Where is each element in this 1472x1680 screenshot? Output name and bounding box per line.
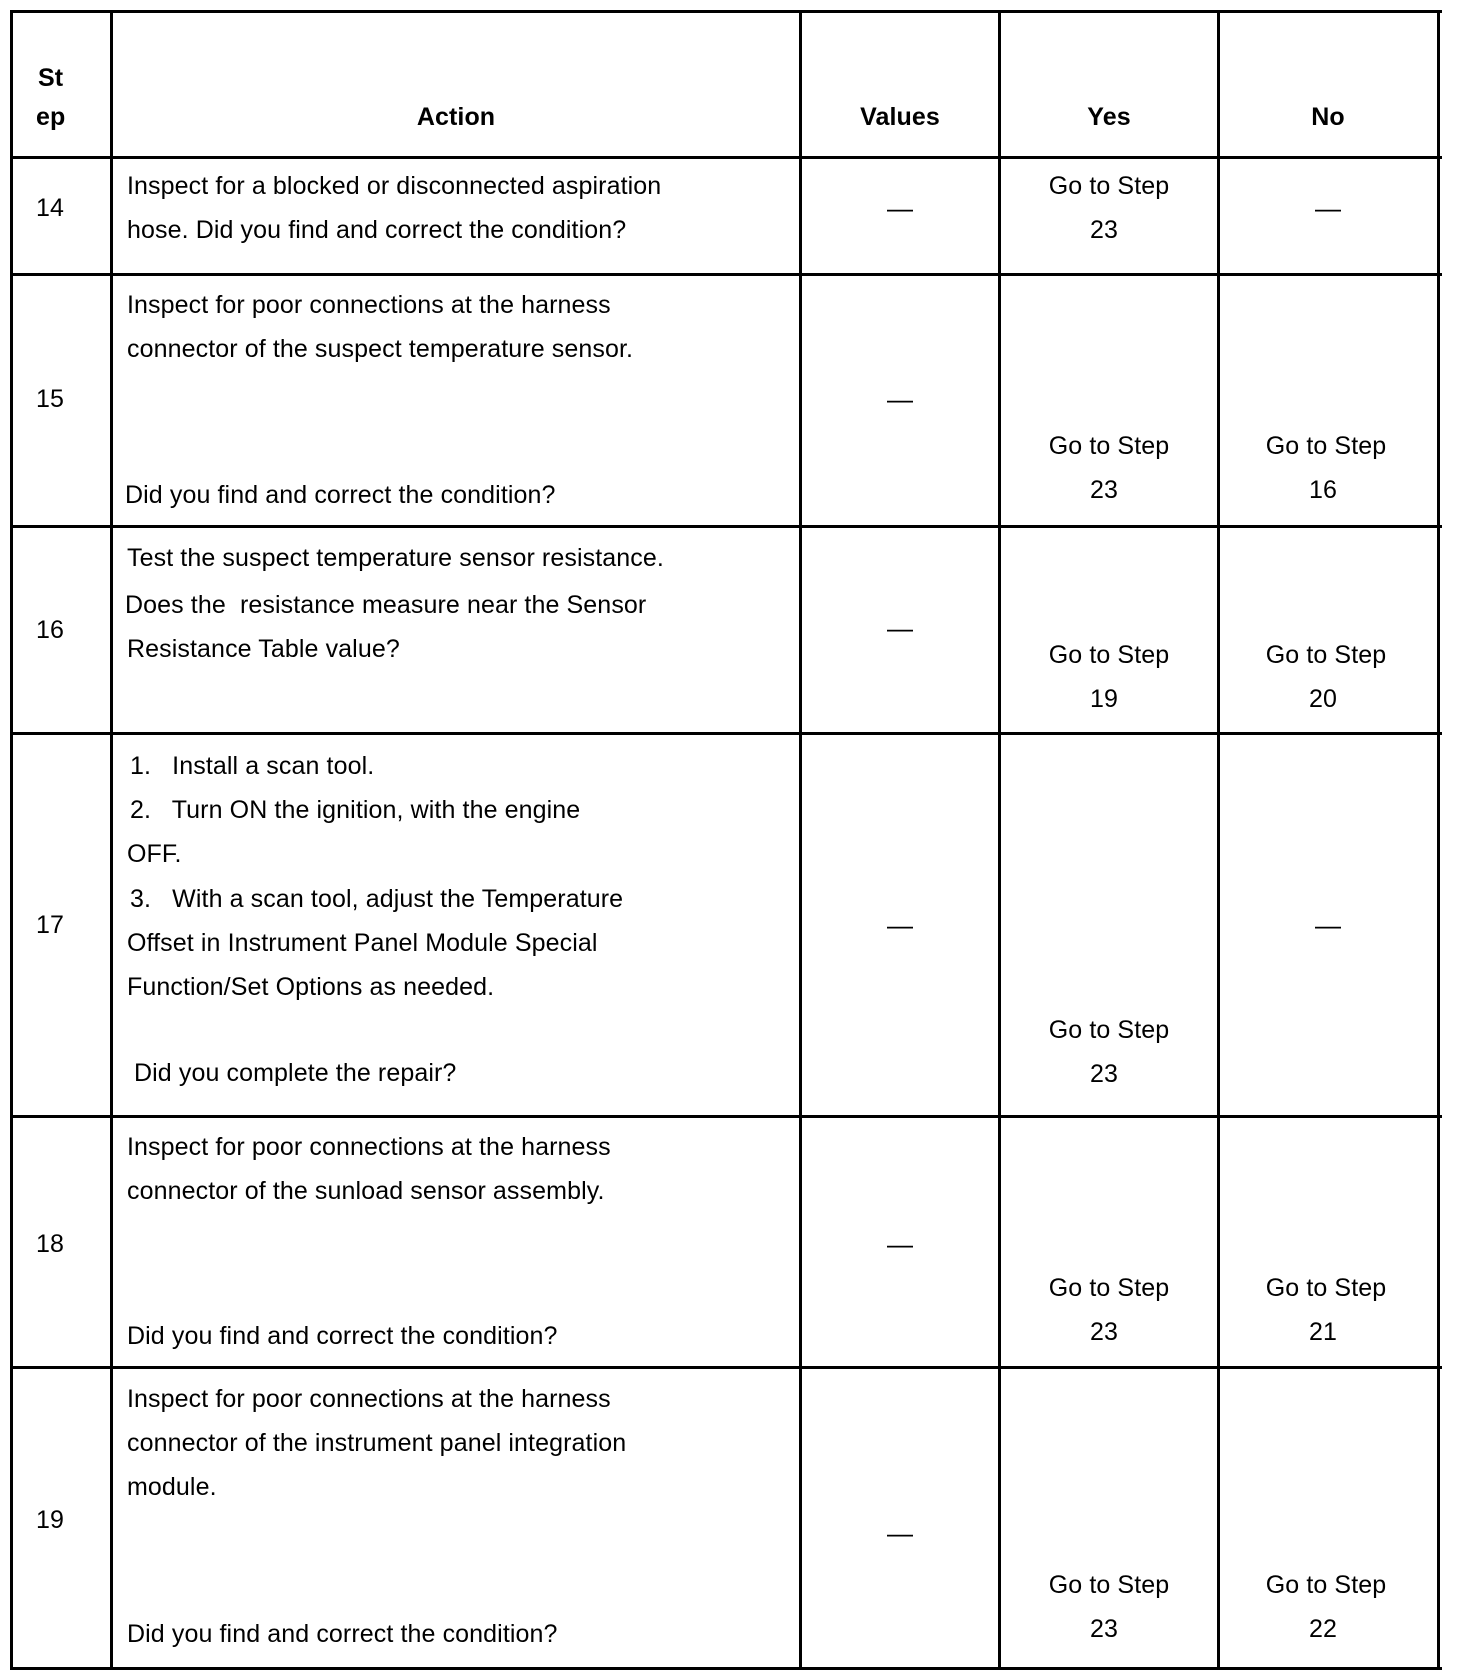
diagnostic-table bbox=[10, 10, 1442, 1670]
value-dash: — bbox=[886, 1229, 914, 1259]
no-cell: Go to Step bbox=[1265, 432, 1387, 460]
action-text: Resistance Table value? bbox=[127, 635, 400, 663]
action-text: OFF. bbox=[127, 840, 182, 868]
action-text: 2. Turn ON the ignition, with the engine bbox=[130, 796, 581, 824]
step-number: 18 bbox=[36, 1230, 65, 1258]
yes-cell: Go to Step bbox=[1048, 641, 1170, 669]
grid-line bbox=[10, 1366, 1442, 1369]
grid-line bbox=[10, 156, 1442, 159]
action-text: Did you find and correct the condition? bbox=[127, 1620, 558, 1648]
action-text: connector of the sunload sensor assembly. bbox=[127, 1177, 605, 1205]
step-number: 15 bbox=[36, 385, 65, 413]
step-number: 16 bbox=[36, 616, 65, 644]
step-number: 19 bbox=[36, 1506, 65, 1534]
action-text: Did you find and correct the condition? bbox=[125, 481, 556, 509]
yes-cell: 19 bbox=[1089, 685, 1118, 713]
no-cell: 20 bbox=[1308, 685, 1337, 713]
yes-cell: Go to Step bbox=[1048, 172, 1170, 200]
yes-cell: Go to Step bbox=[1048, 1571, 1170, 1599]
grid-line bbox=[10, 10, 1442, 13]
no-cell: 21 bbox=[1308, 1318, 1337, 1346]
no-cell: Go to Step bbox=[1265, 1274, 1387, 1302]
value-dash: — bbox=[886, 193, 914, 223]
grid-line bbox=[799, 10, 802, 1670]
grid-line bbox=[10, 273, 1442, 276]
grid-line bbox=[1217, 10, 1220, 1670]
action-text: Did you find and correct the condition? bbox=[127, 1322, 558, 1350]
header-step: St bbox=[38, 64, 64, 92]
step-number: 14 bbox=[36, 194, 65, 222]
grid-line bbox=[998, 10, 1001, 1670]
action-text: connector of the suspect temperature sensor. bbox=[127, 335, 634, 363]
header-values: Values bbox=[860, 103, 940, 131]
action-text: Test the suspect temperature sensor resistance. bbox=[127, 544, 664, 572]
no-cell: — bbox=[1314, 193, 1342, 223]
action-text: Did you complete the repair? bbox=[134, 1059, 457, 1087]
no-cell: Go to Step bbox=[1265, 641, 1387, 669]
yes-cell: Go to Step bbox=[1048, 1016, 1170, 1044]
grid-line bbox=[110, 10, 113, 1670]
step-number: 17 bbox=[36, 911, 65, 939]
no-cell: Go to Step bbox=[1265, 1571, 1387, 1599]
yes-cell: 23 bbox=[1089, 1318, 1118, 1346]
action-text: 1. Install a scan tool. bbox=[130, 752, 375, 780]
no-cell: 16 bbox=[1308, 476, 1337, 504]
yes-cell: 23 bbox=[1089, 1615, 1118, 1643]
action-text: connector of the instrument panel integration bbox=[127, 1429, 627, 1457]
yes-cell: 23 bbox=[1089, 1060, 1118, 1088]
grid-line bbox=[10, 525, 1442, 528]
value-dash: — bbox=[886, 1518, 914, 1548]
grid-line bbox=[10, 10, 13, 1670]
action-text: Function/Set Options as needed. bbox=[127, 973, 495, 1001]
action-text: Does the resistance measure near the Sensor bbox=[125, 591, 647, 619]
action-text: module. bbox=[127, 1473, 217, 1501]
yes-cell: 23 bbox=[1089, 216, 1118, 244]
yes-cell: Go to Step bbox=[1048, 1274, 1170, 1302]
no-cell: 22 bbox=[1308, 1615, 1337, 1643]
value-dash: — bbox=[886, 910, 914, 940]
action-text: hose. Did you find and correct the condition? bbox=[127, 216, 627, 244]
value-dash: — bbox=[886, 613, 914, 643]
action-text: Inspect for poor connections at the harness bbox=[127, 1133, 611, 1161]
no-cell: — bbox=[1314, 910, 1342, 940]
grid-line bbox=[10, 1115, 1442, 1118]
value-dash: — bbox=[886, 384, 914, 414]
action-text: Inspect for poor connections at the harness bbox=[127, 1385, 611, 1413]
action-text: Offset in Instrument Panel Module Special bbox=[127, 929, 598, 957]
grid-line bbox=[10, 732, 1442, 735]
header-no: No bbox=[1311, 103, 1345, 131]
action-text: Inspect for poor connections at the harness bbox=[127, 291, 611, 319]
grid-line bbox=[10, 1667, 1442, 1670]
grid-line bbox=[1437, 10, 1440, 1670]
yes-cell: Go to Step bbox=[1048, 432, 1170, 460]
action-text: 3. With a scan tool, adjust the Temperature bbox=[130, 885, 624, 913]
action-text: Inspect for a blocked or disconnected aspiration bbox=[127, 172, 662, 200]
yes-cell: 23 bbox=[1089, 476, 1118, 504]
header-action: Action bbox=[416, 103, 496, 131]
header-yes: Yes bbox=[1087, 103, 1131, 131]
header-step: ep bbox=[36, 103, 66, 131]
